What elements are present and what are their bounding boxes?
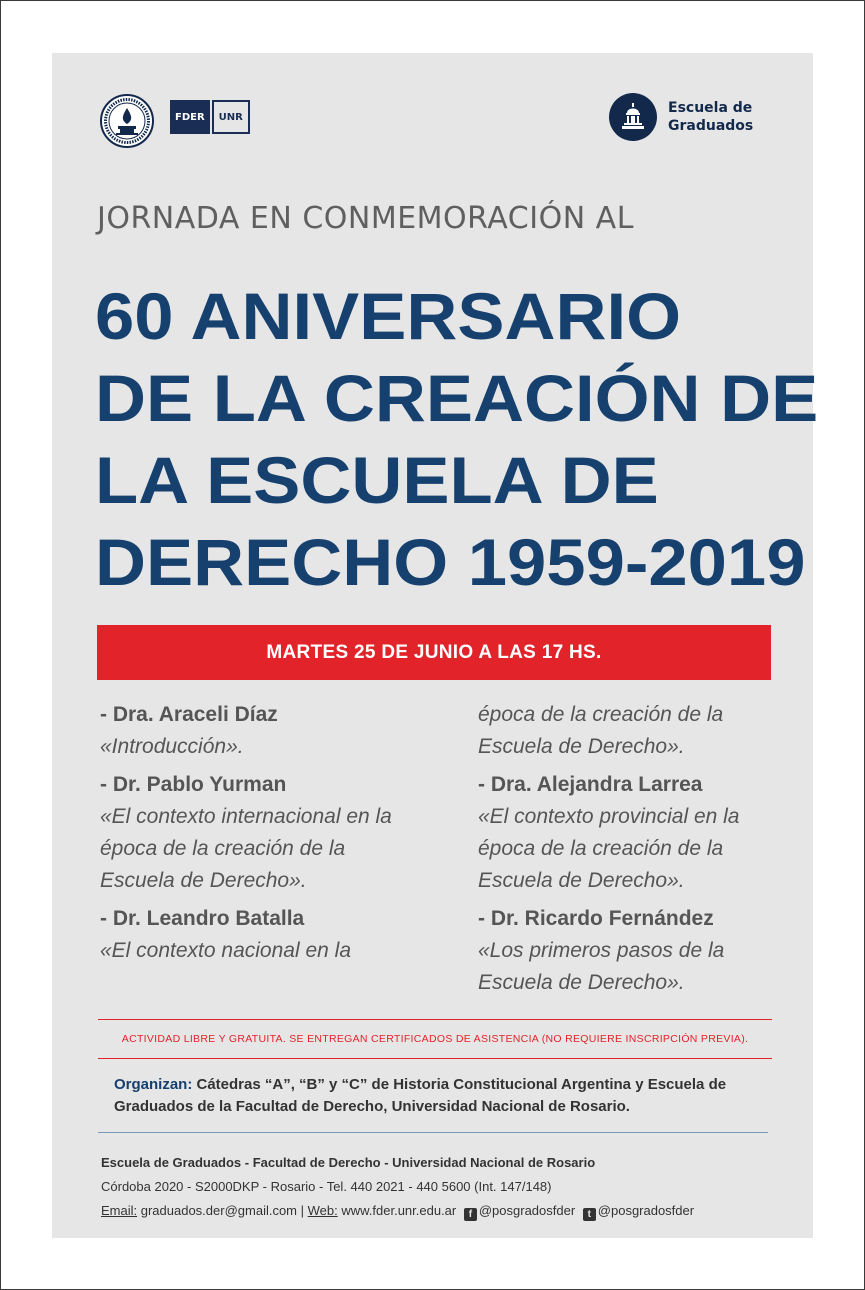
footer-address: Córdoba 2020 - S2000DKP - Rosario - Tel. 440 2021 - 440 5600 (Int. 147/148) <box>101 1179 552 1194</box>
university-seal-logo <box>100 94 154 148</box>
escuela-line-2: Graduados <box>668 118 754 134</box>
facebook-icon: f <box>464 1208 477 1221</box>
organizers-label: Organizan: <box>114 1076 193 1093</box>
headline-line-4: DERECHO 1959-2019 <box>95 525 806 599</box>
escuela-line-1: Escuela de <box>668 100 753 116</box>
event-subtitle: JORNADA EN CONMEMORACIÓN AL <box>97 201 634 236</box>
headline-line-2: DE LA CREACIÓN DE <box>95 361 819 435</box>
program-item <box>100 699 430 763</box>
program-item <box>478 769 808 897</box>
poster <box>52 53 819 1238</box>
web-label: Web: <box>307 1203 338 1218</box>
program-item <box>100 903 430 967</box>
organizers <box>114 1074 774 1118</box>
program-column-left <box>100 699 430 973</box>
headline-line-1: 60 ANIVERSARIO <box>95 279 682 353</box>
speaker-name: - Dr. Ricardo Fernández <box>478 907 714 930</box>
talk-title-line: «El contexto provincial en la <box>478 805 740 828</box>
speaker-name: - Dra. Alejandra Larrea <box>478 773 703 796</box>
speaker-name: - Dr. Pablo Yurman <box>100 773 287 796</box>
talk-title-line: «Introducción». <box>100 735 244 758</box>
speaker-name: - Dr. Leandro Batalla <box>100 907 305 930</box>
organizers-text: Cátedras “A”, “B” y “C” de Historia Constitucional Argentina y Escuela de Graduados de la Facultad de Derecho, Universidad Nacional de Rosario. <box>114 1076 727 1115</box>
speaker-name: - Dra. Araceli Díaz <box>100 703 278 726</box>
program-item <box>100 769 430 897</box>
talk-title-line: época de la creación de la <box>100 837 346 860</box>
free-activity-notice: ACTIVIDAD LIBRE Y GRATUITA. SE ENTREGAN CERTIFICADOS DE ASISTENCIA (NO REQUIERE INSCRIPCIÓN PREVIA). <box>98 1019 772 1059</box>
unr-label: UNR <box>212 100 250 134</box>
talk-title-line: época de la creación de la <box>478 837 724 860</box>
contact-footer <box>101 1151 694 1223</box>
fder-label: FDER <box>170 100 210 134</box>
program-column-right <box>478 699 808 1005</box>
talk-title-line: «El contexto internacional en la <box>100 805 392 828</box>
twitter-handle[interactable]: @posgradosfder <box>597 1203 695 1218</box>
escuela-graduados-logo <box>609 93 753 141</box>
escuela-name <box>668 99 753 135</box>
event-date-banner: MARTES 25 DE JUNIO A LAS 17 HS. <box>97 625 771 680</box>
talk-title-line: «Los primeros pasos de la <box>478 939 725 962</box>
talk-title-line: Escuela de Derecho». <box>478 735 685 758</box>
building-icon <box>609 93 657 141</box>
email-label: Email: <box>101 1203 138 1218</box>
talk-title-line: Escuela de Derecho». <box>478 971 685 994</box>
event-headline <box>95 275 819 603</box>
email-address[interactable]: graduados.der@gmail.com | <box>137 1203 308 1218</box>
talk-title-line: Escuela de Derecho». <box>100 869 307 892</box>
program-item <box>478 903 808 999</box>
program-item-continuation <box>478 699 808 763</box>
footer-contact-line <box>101 1199 694 1223</box>
talk-title-line: Escuela de Derecho». <box>478 869 685 892</box>
facebook-handle[interactable]: @posgradosfder <box>478 1203 579 1218</box>
fder-unr-logo <box>170 100 250 134</box>
web-address[interactable]: www.fder.unr.edu.ar <box>337 1203 460 1218</box>
talk-title-line: «El contexto nacional en la <box>100 939 352 962</box>
headline-line-3: LA ESCUELA DE <box>95 443 659 517</box>
footer-divider <box>98 1132 768 1133</box>
talk-title-line: época de la creación de la <box>478 703 724 726</box>
footer-institution: Escuela de Graduados - Facultad de Derecho - Universidad Nacional de Rosario <box>101 1155 596 1170</box>
twitter-icon: t <box>583 1208 596 1221</box>
